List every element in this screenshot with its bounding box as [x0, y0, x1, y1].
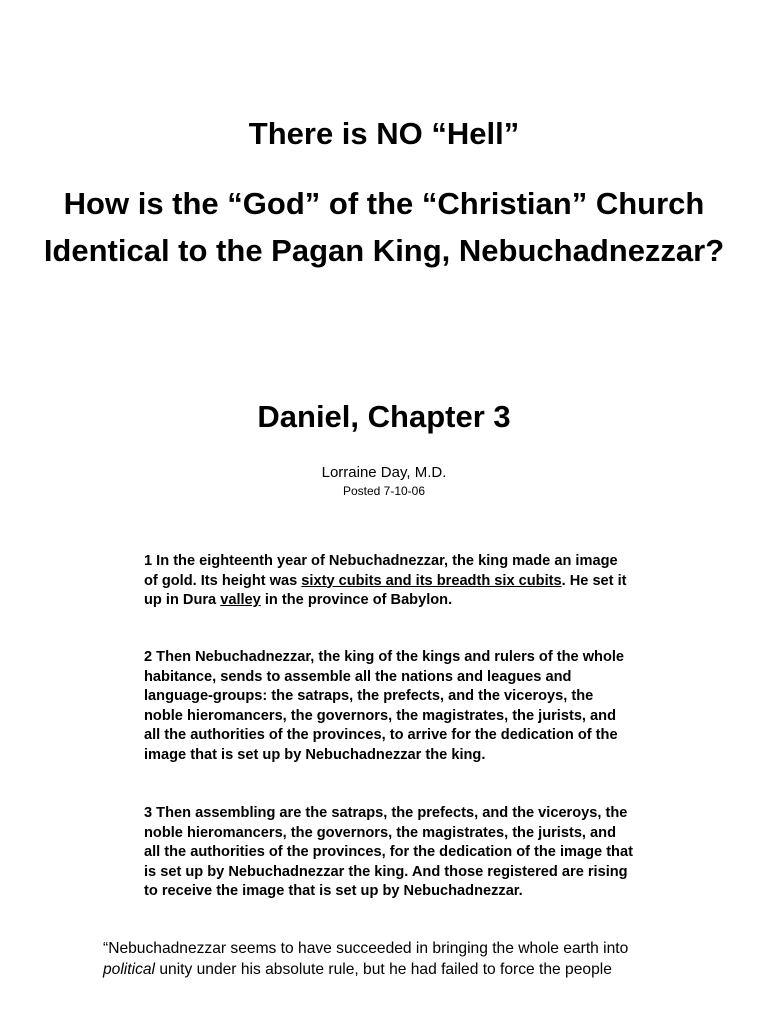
document-title: There is NO “Hell” [248, 116, 520, 151]
verse-1-text-a: 1 In the eighteenth year of Nebuchadnezzar, the king made an image of gold. Its height was [144, 553, 618, 589]
verse-1 [144, 552, 634, 611]
quote-emphasis: political [103, 961, 156, 978]
verse-1-text-c: in the province of Babylon. [260, 592, 453, 608]
verse-1-underline-a: sixty cubits and its breadth six cubits [301, 572, 562, 589]
chapter-heading: Daniel, Chapter 3 [257, 399, 511, 434]
verse-3: 3 Then assembling are the satraps, the prefects, and the viceroys, the noble hieromancers, the governors, the magistrates, the jurists, and all the authorities of the provinces, for the dedication of the image that is set up by Nebuchadnezzar the king. And those registered are rising to receive the image that is set up by Nebuchadnezzar. [144, 805, 633, 899]
quote-text-a: “Nebuchadnezzar seems to have succeeded in bringing the whole earth into [103, 940, 629, 957]
commentary-quote [103, 938, 683, 980]
posted-date: Posted 7-10-06 [342, 484, 426, 498]
author-name: Lorraine Day, M.D. [321, 464, 447, 481]
document-subtitle: How is the “God” of the “Christian” Church Identical to the Pagan King, Nebuchadnezzar? [43, 186, 725, 268]
verse-1-underline-b: valley [220, 592, 261, 608]
quote-text-b: unity under his absolute rule, but he had failed to force the people [155, 961, 612, 978]
verse-2: 2 Then Nebuchadnezzar, the king of the kings and rulers of the whole habitance, sends to assemble all the nations and leagues and language-groups: the satraps, the prefects, and the viceroys, the noble hieromancers, the governors, the magistrates, the jurists, and all the authorities of the provinces, to arrive for the dedication of the image that is set up by Nebuchadnezzar the king. [144, 649, 625, 763]
verse-1-text-b: . He set it up in Dura [144, 572, 627, 608]
